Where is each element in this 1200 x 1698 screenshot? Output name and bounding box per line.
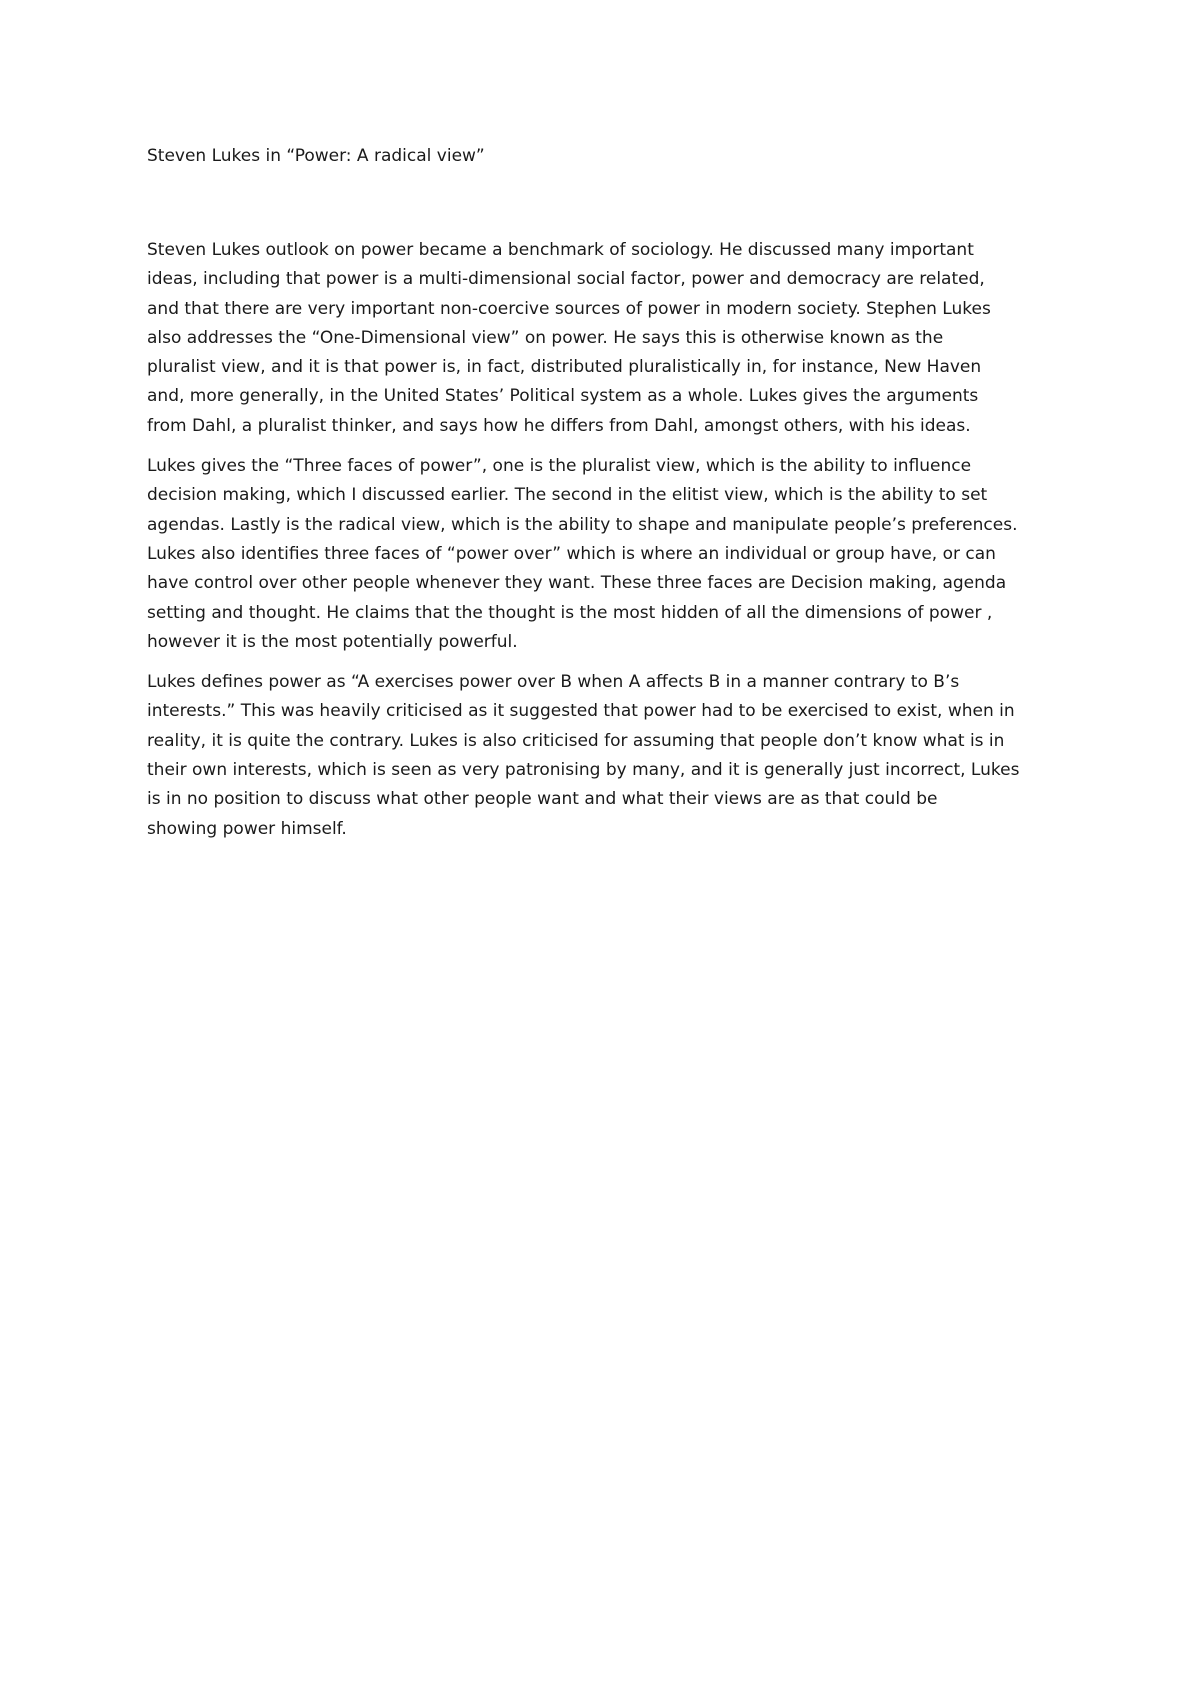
text-line: ideas, including that power is a multi-dimensional social factor, power and democracy are related,: [147, 269, 985, 290]
paragraph-1: [147, 236, 1087, 441]
text-line: reality, it is quite the contrary. Lukes is also criticised for assuming that people don’t know what is in: [147, 730, 1005, 751]
text-line: agendas. Lastly is the radical view, which is the ability to shape and manipulate people’s preferences.: [147, 514, 1018, 535]
text-line: and that there are very important non-coercive sources of power in modern society. Stephen Lukes: [147, 298, 991, 319]
text-line: setting and thought. He claims that the thought is the most hidden of all the dimensions of power ,: [147, 602, 993, 623]
text-line: Lukes also identifies three faces of “power over” which is where an individual or group have, or can: [147, 543, 996, 564]
text-line: have control over other people whenever they want. These three faces are Decision making, agenda: [147, 573, 1007, 594]
text-line: Lukes gives the “Three faces of power”, one is the pluralist view, which is the ability to influence: [147, 456, 972, 477]
text-line: pluralist view, and it is that power is, in fact, distributed pluralistically in, for instance, New Haven: [147, 357, 982, 378]
text-line: their own interests, which is seen as very patronising by many, and it is generally just incorrect, Lukes: [147, 760, 1020, 781]
text-line: from Dahl, a pluralist thinker, and says how he differs from Dahl, amongst others, with his ideas.: [147, 415, 971, 436]
text-line: is in no position to discuss what other people want and what their views are as that could be: [147, 789, 938, 810]
text-line: also addresses the “One-Dimensional view” on power. He says this is otherwise known as the: [147, 327, 944, 348]
text-line: Lukes defines power as “A exercises power over B when A affects B in a manner contrary to B’s: [147, 672, 960, 693]
document-title: Steven Lukes in “Power: A radical view”: [147, 146, 485, 166]
paragraph-2: [147, 452, 1087, 657]
text-line: and, more generally, in the United States’ Political system as a whole. Lukes gives the arguments: [147, 386, 979, 407]
text-line: Steven Lukes outlook on power became a benchmark of sociology. He discussed many important: [147, 240, 974, 260]
paragraph-3: [147, 668, 1087, 844]
text-line: however it is the most potentially powerful.: [147, 631, 518, 652]
document-body: [147, 236, 1087, 855]
text-line: showing power himself.: [147, 818, 347, 839]
text-line: decision making, which I discussed earlier. The second in the elitist view, which is the ability to set: [147, 485, 988, 506]
text-line: interests.” This was heavily criticised as it suggested that power had to be exercised to exist, when in: [147, 701, 1015, 722]
